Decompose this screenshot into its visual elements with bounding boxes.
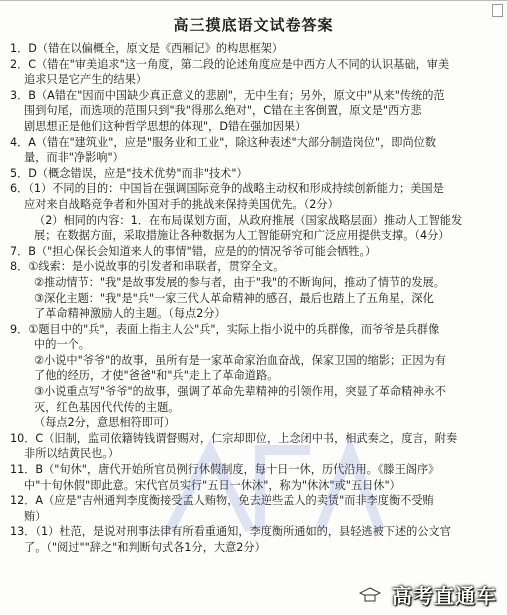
answer-line: ②小说中"爷爷"的故事，虽所有是一家革命家治血奋战，保家卫国的缩影；正因为有 <box>34 353 446 367</box>
answer-line: 3．B（A错在"因而中国缺少真正意义的悲剧"，无中生有；另外，原文中"从来"传统的范 <box>10 88 445 102</box>
answer-line: 10．C（旧制，监司依籍铸钱谓督赐对，仁宗却即位，上念闭中书，相武奏之，度言，附奏 <box>10 431 458 445</box>
answer-line: 了革命精神激励人的主题。（每点2分） <box>34 307 226 321</box>
answer-line: ③小说重点写"爷爷"的故事，强调了革命先辈精神的引领作用，突显了革命精神永不 <box>34 385 446 399</box>
answer-line: 量，而非"净影响"） <box>24 151 124 165</box>
answer-line: 了他的经历，才使"爸爸"和"兵"走上了革命道路。 <box>34 369 279 383</box>
answer-line: 了。（"阅过""辞之"和判断句式各1分，大意2分） <box>24 541 266 554</box>
answer-line: 中的一个。 <box>34 338 90 352</box>
answer-line: 灭，红色基因代代传的主题。 <box>34 400 180 414</box>
answer-line: 8．①线索：是小说故事的引发者和串联者，贯穿全文。 <box>10 260 285 274</box>
answer-line: 11．B（"旬休"，唐代开始所官员例行休假制度，每十日一休，历代沿用。《滕王阁序》 <box>10 463 440 477</box>
answer-line: 追求只是它产生的结果） <box>24 73 148 87</box>
answer-line: 6．（1）不同的目的：中国旨在强调国际竞争的战略主动权和形成持续创新能力；美国是 <box>10 182 444 196</box>
answer-line: 应对来自战略竞争者和外国对手的挑战来保持美国优先。（2分） <box>24 197 339 211</box>
answer-line: 12．A（应是"吉州通判李度衡接受孟人贿物，免去逆些孟人的卖赁"而非李度衡不受贿 <box>10 494 434 508</box>
answer-line: 13．（1）杜范，是说对刑事法律有所看重通知，李度衡所通如的，县轻逃被下述的公文官 <box>10 525 451 539</box>
answer-line: 9．①题目中的"兵"，表面上指主人公"兵"，实际上指小说中的兵群像，而爷爷是兵群像 <box>10 322 440 336</box>
answer-line: 展；在数据方面，采取措施让各种数据为人工智能研究和广泛应用提供支撑。（4分） <box>34 229 450 243</box>
answer-line: 1．D（错在以偏概全，原文是《西厢记》的构思框架） <box>10 42 284 55</box>
answer-line: 剧思想正是他们这种哲学思想的体现"，D错在强加因果） <box>24 119 307 133</box>
answer-line: （每点2分，意思相符即可） <box>34 416 176 430</box>
document-title: 高三摸底语文试卷答案 <box>173 16 334 34</box>
answer-line: 7．B（"担心保长会知道来人的事情"错，应是的的情况爷爷可能会牺牲。） <box>10 244 377 258</box>
answer-line: ②推动情节："我"是故事发展的参与者，由于"我"的不断询问，推动了情节的发展。 <box>34 275 445 289</box>
answer-line: （2）相同的内容：1．在布局谋划方面，从政府推展（国家战略层面）推动人工智能发 <box>34 213 463 227</box>
answer-line: ③深化主题："我"是"兵"一家三代人革命精神的感召，最后也踏上了五角星，深化 <box>34 291 434 305</box>
answer-line: 非所以结黄民也。） <box>24 447 120 461</box>
answer-lines <box>10 41 497 556</box>
answer-line: 贿） <box>24 509 47 523</box>
graduation-cap-icon <box>359 585 381 607</box>
answer-line: 5．D（概念错误，应是"技术优势"而非"技术"） <box>10 166 248 180</box>
watermark-text: 高考直通车 <box>392 584 497 608</box>
answer-line: 2．C（错在"审美追求"这一角度，第二段的论述角度应是中西方人不同的认识基础，审美 <box>10 57 450 71</box>
answer-line: 围到句尾，而选项的范围只到"我"得那么绝对"，C错在主客倒置，原文是"西方悲 <box>24 104 422 118</box>
answer-line: 中"十旬休假"即此意。宋代官员实行"五日一休沐"，称为"休沐"或"五日休"） <box>24 478 401 492</box>
answer-line: 4．A（错在"建筑业"，应是"服务业和工业"，除这种表述"大部分制造岗位"，即尚位数 <box>10 135 437 149</box>
